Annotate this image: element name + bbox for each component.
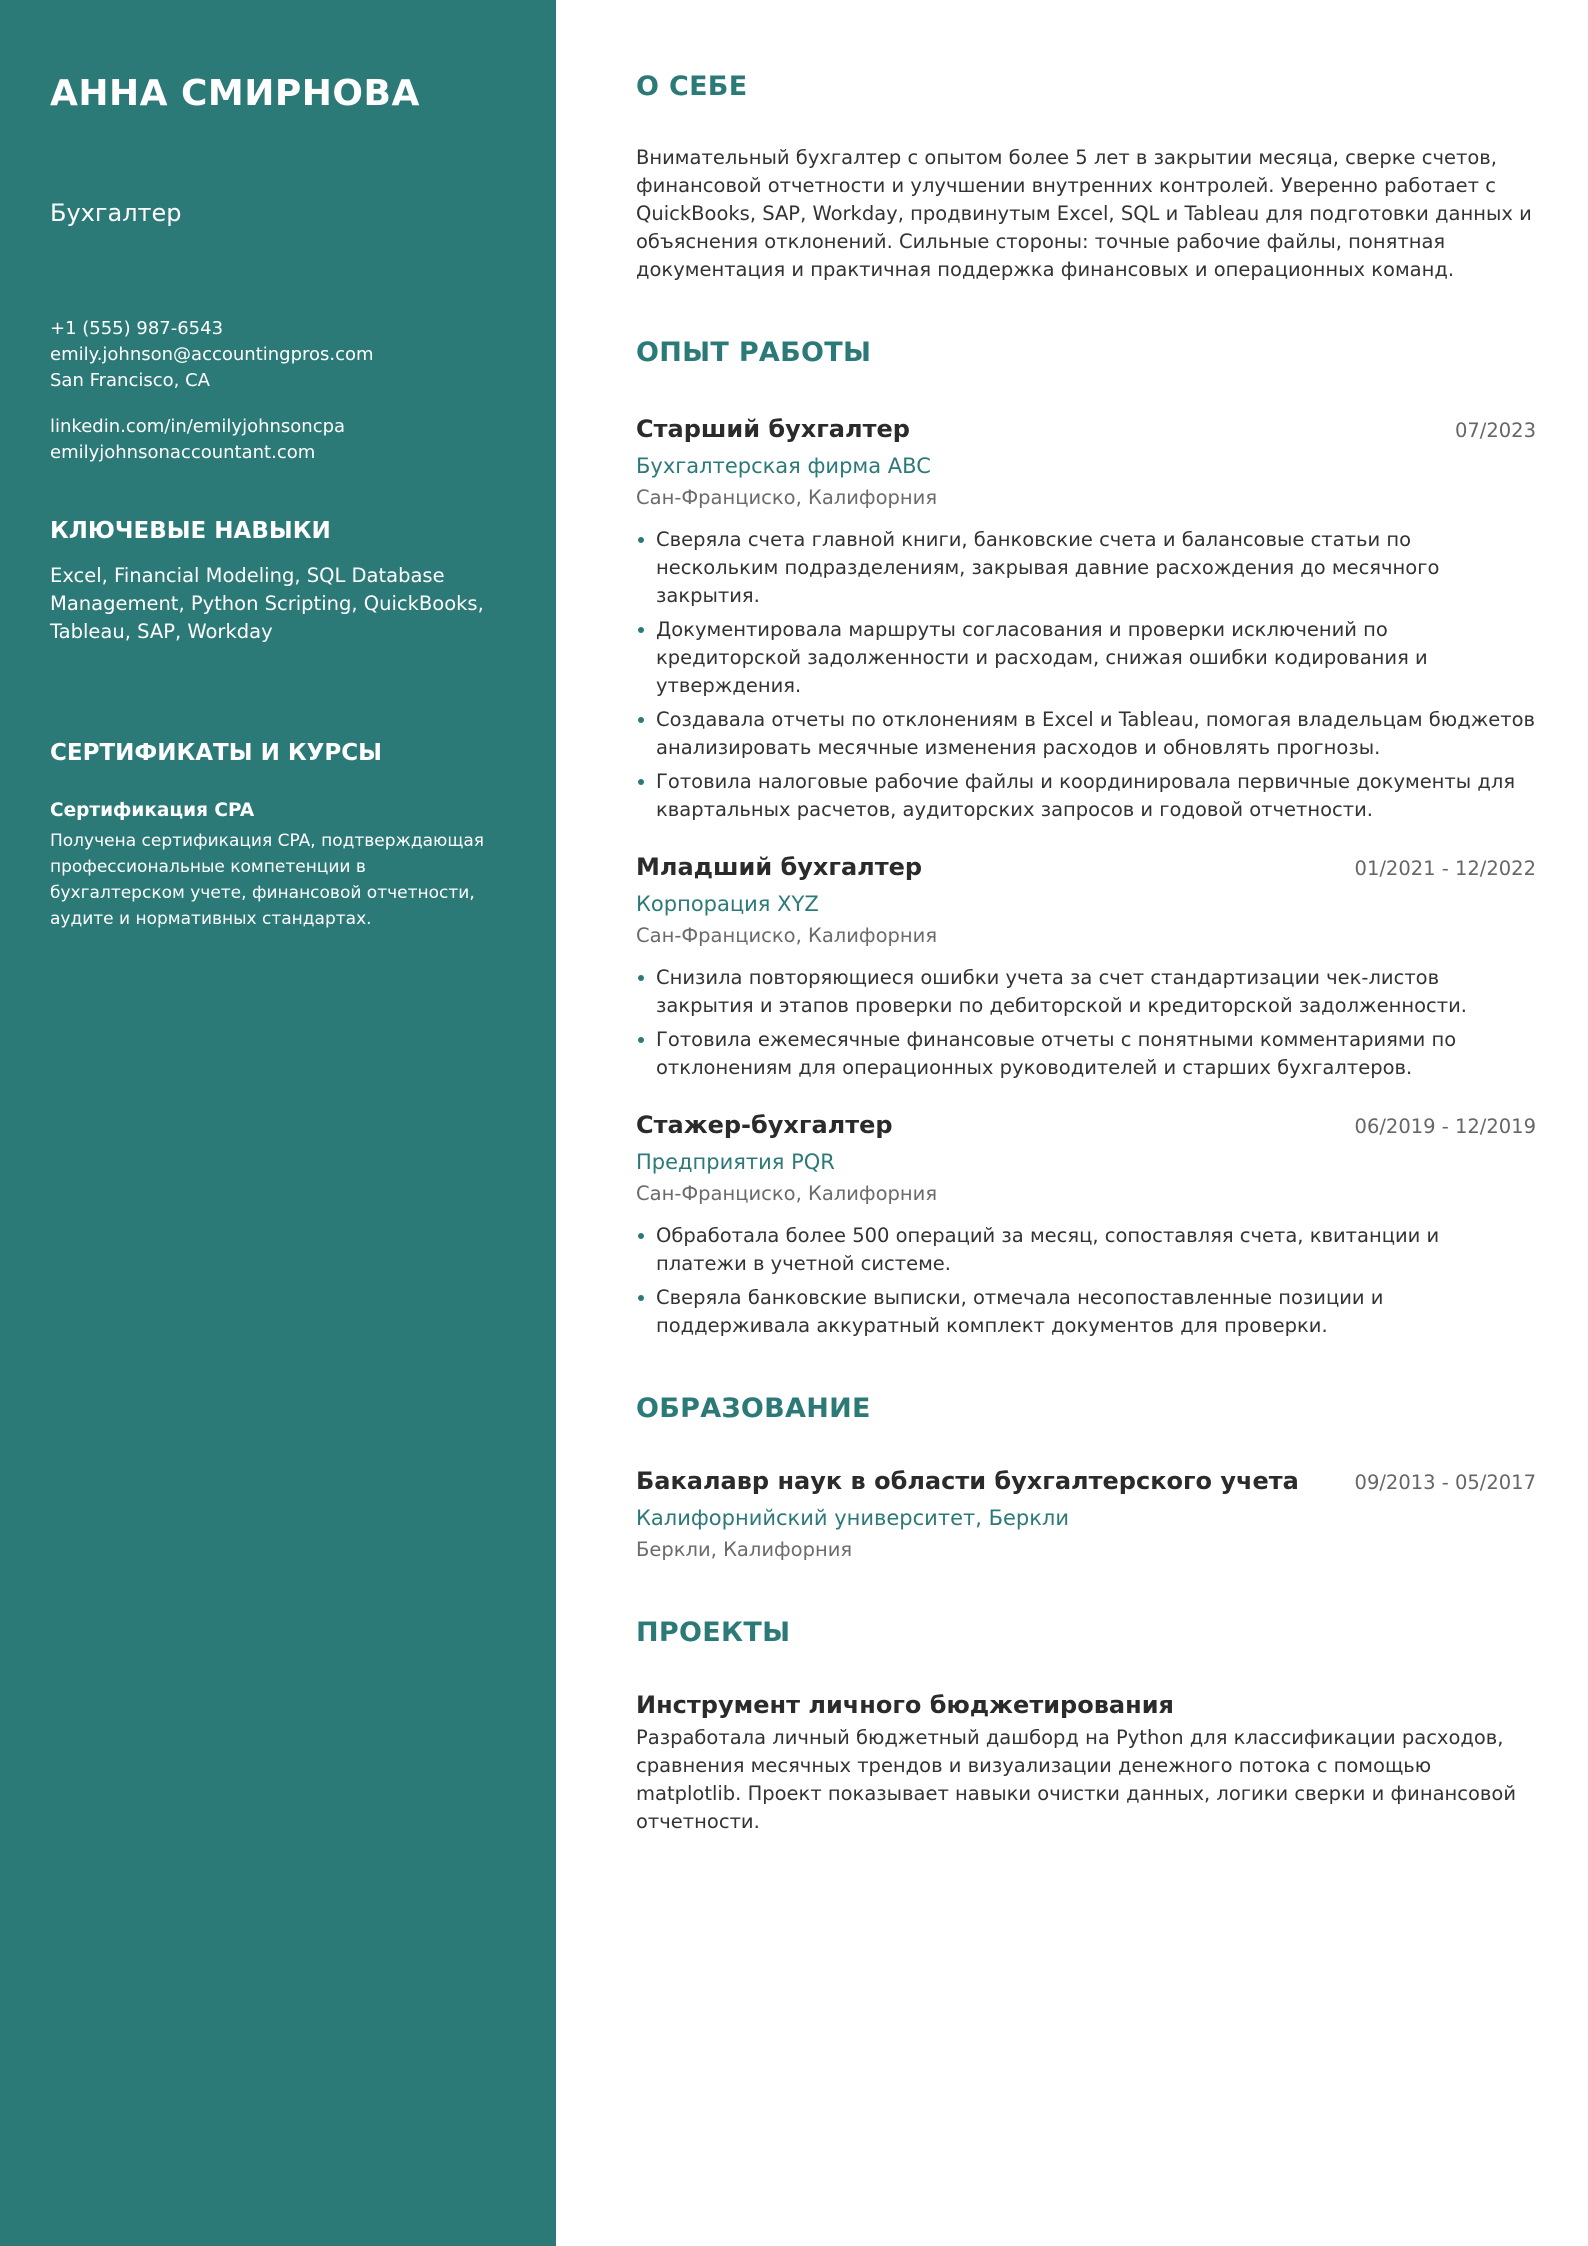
- about-text: Внимательный бухгалтер с опытом более 5 лет в закрытии месяца, сверке счетов, финансовой отчетности и улучшении внутренних контролей. Уверенно работает с QuickBooks, SAP, Workday, продвинутым Excel, SQL и Tableau для подготовки данных и объяснения отклонений. Сильные стороны: точные рабочие файлы, понятная документация и практичная поддержка финансовых и операционных команд.: [636, 146, 1532, 281]
- candidate-name: АННА СМИРНОВА: [50, 73, 420, 114]
- sidebar: [0, 0, 556, 2246]
- job-bullet: Создавала отчеты по отклонениям в Excel и Tableau, помогая владельцам бюджетов анализировать месячные изменения расходов и обновлять прогнозы.: [636, 706, 1536, 762]
- job-bullet: Документировала маршруты согласования и проверки исключений по кредиторской задолженности и расходам, снижая ошибки кодирования и утверждения.: [636, 616, 1536, 700]
- job-bullet: Готовила налоговые рабочие файлы и координировала первичные документы для квартальных расчетов, аудиторских запросов и годовой отчетности.: [636, 768, 1536, 824]
- main-content: [556, 0, 1588, 2246]
- job-entry: [636, 1110, 1536, 1340]
- job-bullet: Готовила ежемесячные финансовые отчеты с понятными комментариями по отклонениям для операционных руководителей и старших бухгалтеров.: [636, 1026, 1536, 1082]
- job-bullet: Сверяла счета главной книги, банковские счета и балансовые статьи по нескольким подразделениям, закрывая давние расхождения до месячного закрытия.: [636, 526, 1536, 610]
- job-company: Предприятия PQR: [636, 1150, 835, 1174]
- location: San Francisco, CA: [50, 370, 210, 391]
- job-location: Сан-Франциско, Калифорния: [636, 1182, 938, 1205]
- website-link[interactable]: emilyjohnsonaccountant.com: [50, 442, 316, 463]
- about-heading: О СЕБЕ: [636, 71, 748, 102]
- job-company: Корпорация XYZ: [636, 892, 819, 916]
- education-heading: ОБРАЗОВАНИЕ: [636, 1393, 871, 1424]
- job-bullets: [636, 1222, 1536, 1340]
- job-bullets: [636, 964, 1536, 1082]
- job-date: 01/2021 - 12/2022: [1354, 857, 1536, 880]
- education-entry: [636, 1466, 1536, 1564]
- school-location: Беркли, Калифорния: [636, 1538, 853, 1561]
- job-date: 07/2023: [1454, 419, 1536, 442]
- job-bullet: Сверяла банковские выписки, отмечала несопоставленные позиции и поддерживала аккуратный комплект документов для проверки.: [636, 1284, 1536, 1340]
- skills-heading: КЛЮЧЕВЫЕ НАВЫКИ: [50, 518, 331, 544]
- job-location: Сан-Франциско, Калифорния: [636, 924, 938, 947]
- job-title: Стажер-бухгалтер: [636, 1111, 893, 1139]
- links-block: [50, 414, 506, 466]
- job-entry: [636, 852, 1536, 1082]
- linkedin-link[interactable]: linkedin.com/in/emilyjohnsoncpa: [50, 416, 346, 437]
- job-date: 06/2019 - 12/2019: [1354, 1115, 1536, 1138]
- job-bullet: Обработала более 500 операций за месяц, сопоставляя счета, квитанции и платежи в учетной системе.: [636, 1222, 1536, 1278]
- experience-heading: ОПЫТ РАБОТЫ: [636, 337, 872, 368]
- degree-title: Бакалавр наук в области бухгалтерского учета: [636, 1467, 1299, 1495]
- school-name: Калифорнийский университет, Беркли: [636, 1506, 1069, 1530]
- email: emily.johnson@accountingpros.com: [50, 344, 374, 365]
- job-company: Бухгалтерская фирма ABC: [636, 454, 931, 478]
- skills-text: Excel, Financial Modeling, SQL Database Management, Python Scripting, QuickBooks, Tableau, SAP, Workday: [50, 564, 484, 643]
- project-description: Разработала личный бюджетный дашборд на Python для классификации расходов, сравнения месячных трендов и визуализации денежного потока с помощью matplotlib. Проект показывает навыки очистки данных, логики сверки и финансовой отчетности.: [636, 1726, 1517, 1833]
- job-entry: [636, 414, 1536, 824]
- project-title: Инструмент личного бюджетирования: [636, 1691, 1174, 1719]
- project-entry: [636, 1690, 1536, 1836]
- job-title: Младший бухгалтер: [636, 853, 923, 881]
- job-bullets: [636, 526, 1536, 824]
- projects-heading: ПРОЕКТЫ: [636, 1617, 791, 1648]
- education-date: 09/2013 - 05/2017: [1354, 1471, 1536, 1494]
- certificate-name: Сертификация CPA: [50, 800, 255, 821]
- job-title: Старший бухгалтер: [636, 415, 910, 443]
- phone: +1 (555) 987-6543: [50, 318, 224, 339]
- candidate-title: Бухгалтер: [50, 199, 182, 227]
- job-location: Сан-Франциско, Калифорния: [636, 486, 938, 509]
- certificates-heading: СЕРТИФИКАТЫ И КУРСЫ: [50, 740, 382, 766]
- job-bullet: Снизила повторяющиеся ошибки учета за счет стандартизации чек-листов закрытия и этапов проверки по дебиторской и кредиторской задолженности.: [636, 964, 1536, 1020]
- contact-block: [50, 316, 506, 394]
- certificate-description: Получена сертификация CPA, подтверждающая профессиональные компетенции в бухгалтерском учете, финансовой отчетности, аудите и нормативных стандартах.: [50, 831, 484, 929]
